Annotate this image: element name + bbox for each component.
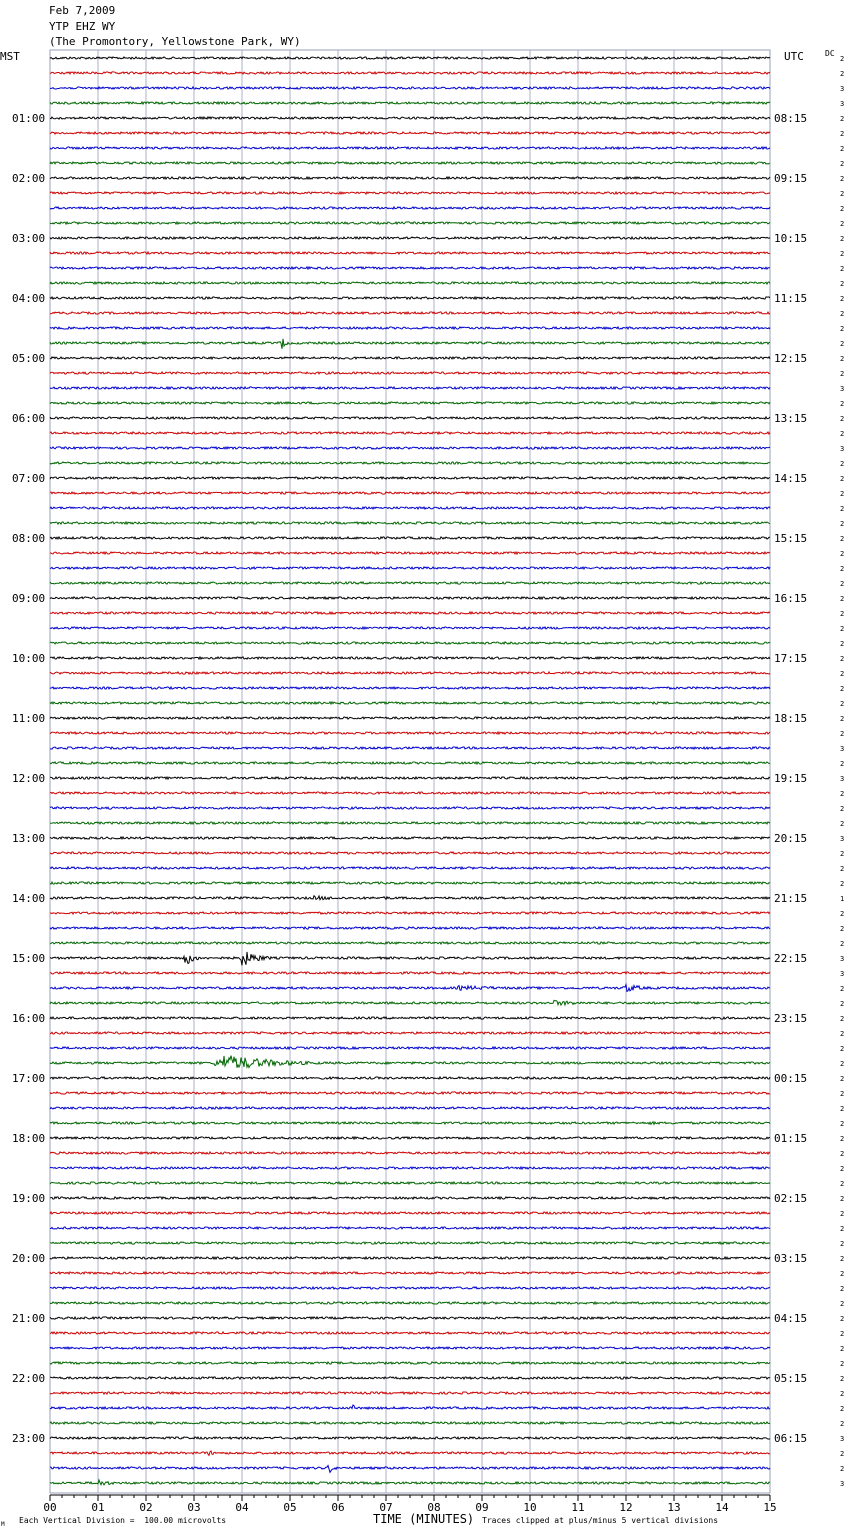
hour-label-utc: 15:15 — [774, 532, 808, 545]
seismic-trace-line — [50, 627, 770, 629]
x-tick-label: 15 — [763, 1501, 777, 1514]
hour-label-mst: 10:00 — [12, 652, 46, 665]
dc-offset-value: 2 — [840, 1255, 845, 1263]
x-tick-label: 10 — [523, 1501, 537, 1514]
seismic-trace-line — [50, 807, 770, 809]
seismic-trace-line — [50, 1257, 770, 1259]
seismic-trace-line — [50, 985, 770, 992]
seismic-trace-line — [50, 582, 770, 584]
seismic-trace-line — [50, 447, 770, 449]
seismic-trace-line — [50, 147, 770, 149]
hour-label-mst: 11:00 — [12, 712, 46, 725]
hour-label-utc: 23:15 — [774, 1012, 808, 1025]
dc-offset-value: 2 — [840, 700, 845, 708]
seismic-trace-line — [50, 837, 770, 839]
dc-offset-value: 2 — [840, 490, 845, 498]
seismic-trace-line — [50, 1167, 770, 1169]
hour-label-utc: 10:15 — [774, 232, 808, 245]
dc-offset-value: 2 — [840, 1225, 845, 1233]
dc-offset-value: 3 — [840, 85, 845, 93]
axis-labels — [0, 49, 844, 1528]
hour-label-mst: 18:00 — [12, 1132, 46, 1145]
time-axis — [50, 1495, 770, 1501]
seismic-trace-line — [50, 1107, 770, 1109]
hour-label-utc: 18:15 — [774, 712, 808, 725]
dc-offset-value: 2 — [840, 250, 845, 258]
seismic-trace-line — [50, 162, 770, 164]
dc-offset-value: 2 — [840, 715, 845, 723]
seismic-trace-line — [50, 1347, 770, 1349]
seismic-trace-line — [50, 687, 770, 689]
dc-offset-value: 2 — [840, 1060, 845, 1068]
hour-label-mst: 19:00 — [12, 1192, 46, 1205]
dc-offset-value: 2 — [840, 550, 845, 558]
x-tick-label: 03 — [187, 1501, 201, 1514]
dc-offset-value: 2 — [840, 1390, 845, 1398]
hour-label-utc: 03:15 — [774, 1252, 808, 1265]
seismic-trace-line — [50, 1212, 770, 1214]
seismic-traces — [50, 57, 770, 1485]
hour-label-utc: 05:15 — [774, 1372, 808, 1385]
dc-offset-value: 2 — [840, 940, 845, 948]
seismic-trace-line — [50, 1480, 770, 1485]
dc-offset-value: 2 — [840, 1150, 845, 1158]
dc-offset-value: 3 — [840, 835, 845, 843]
seismic-trace-line — [50, 1242, 770, 1244]
hour-label-mst: 05:00 — [12, 352, 46, 365]
hour-label-utc: 04:15 — [774, 1312, 808, 1325]
dc-offset-value: 2 — [840, 1375, 845, 1383]
dc-offset-value: 2 — [840, 1345, 845, 1353]
seismic-trace-line — [50, 432, 770, 434]
hour-label-mst: 14:00 — [12, 892, 46, 905]
hour-label-mst: 01:00 — [12, 112, 46, 125]
dc-offset-value: 2 — [840, 865, 845, 873]
dc-offset-value: 2 — [840, 1090, 845, 1098]
seismic-trace-line — [50, 852, 770, 854]
hour-label-utc: 06:15 — [774, 1432, 808, 1445]
station-code: YTP EHZ WY — [49, 20, 116, 33]
seismic-trace-line — [50, 1466, 770, 1473]
hour-label-mst: 07:00 — [12, 472, 46, 485]
seismic-trace-line — [50, 822, 770, 824]
seismic-trace-line — [50, 1405, 770, 1409]
seismic-trace-line — [50, 1302, 770, 1304]
seismic-trace-line — [50, 117, 770, 119]
dc-offset-value: 2 — [840, 1015, 845, 1023]
dc-offset-value: 2 — [840, 130, 845, 138]
seismic-trace-line — [50, 1332, 770, 1334]
seismic-trace-line — [50, 402, 770, 404]
seismic-trace-line — [50, 762, 770, 764]
dc-offset-value: 2 — [840, 520, 845, 528]
dc-offset-value: 2 — [840, 910, 845, 918]
dc-offset-value: 2 — [840, 1360, 845, 1368]
x-tick-label: 04 — [235, 1501, 249, 1514]
seismic-trace-line — [50, 1437, 770, 1439]
dc-offset-value: 3 — [840, 445, 845, 453]
seismic-trace-line — [50, 882, 770, 884]
seismic-trace-line — [50, 267, 770, 269]
seismic-trace-line — [50, 1056, 770, 1068]
seismic-trace-line — [50, 1287, 770, 1289]
seismic-trace-line — [50, 1092, 770, 1094]
hour-label-utc: 02:15 — [774, 1192, 808, 1205]
dc-offset-value: 2 — [840, 1270, 845, 1278]
seismic-trace-line — [50, 1227, 770, 1229]
dc-offset-value: 2 — [840, 295, 845, 303]
dc-offset-value: 2 — [840, 985, 845, 993]
dc-offset-value: 2 — [840, 1330, 845, 1338]
seismic-trace-line — [50, 1451, 770, 1455]
mst-axis-title: MST — [0, 50, 20, 63]
dc-offset-value: 2 — [840, 235, 845, 243]
seismic-trace-line — [50, 1152, 770, 1154]
seismic-trace-line — [50, 942, 770, 944]
dc-offset-value: 2 — [840, 580, 845, 588]
dc-offset-value: 2 — [840, 475, 845, 483]
seismic-trace-line — [50, 732, 770, 734]
dc-offset-value: 2 — [840, 145, 845, 153]
x-axis-label: TIME (MINUTES) — [373, 1512, 475, 1526]
hour-label-mst: 09:00 — [12, 592, 46, 605]
seismic-trace-line — [50, 462, 770, 464]
dc-offset-value: 2 — [840, 1315, 845, 1323]
dc-offset-value: 2 — [840, 670, 845, 678]
seismic-trace-line — [50, 1182, 770, 1184]
seismic-trace-line — [50, 417, 770, 419]
seismic-trace-line — [50, 657, 770, 659]
dc-offset-value: 2 — [840, 610, 845, 618]
hour-label-mst: 13:00 — [12, 832, 46, 845]
dc-offset-value: 2 — [840, 1180, 845, 1188]
dc-offset-value: 2 — [840, 1030, 845, 1038]
hour-label-utc: 11:15 — [774, 292, 808, 305]
x-tick-label: 13 — [667, 1501, 681, 1514]
seismic-trace-line — [50, 1137, 770, 1139]
corner-mark: M — [1, 1521, 5, 1528]
dc-offset-value: 2 — [840, 340, 845, 348]
seismic-trace-line — [50, 297, 770, 299]
hour-label-mst: 12:00 — [12, 772, 46, 785]
hour-label-utc: 13:15 — [774, 412, 808, 425]
dc-offset-value: 3 — [840, 1435, 845, 1443]
x-tick-label: 07 — [379, 1501, 393, 1514]
seismic-trace-line — [50, 717, 770, 719]
dc-offset-value: 2 — [840, 1450, 845, 1458]
hour-label-utc: 17:15 — [774, 652, 808, 665]
hour-label-mst: 04:00 — [12, 292, 46, 305]
dc-offset-value: 3 — [840, 775, 845, 783]
seismic-trace-line — [50, 252, 770, 254]
dc-offset-value: 2 — [840, 1285, 845, 1293]
dc-offset-value: 2 — [840, 1120, 845, 1128]
seismic-trace-line — [50, 237, 770, 239]
dc-offset-value: 2 — [840, 1405, 845, 1413]
seismic-trace-line — [50, 1197, 770, 1199]
seismic-trace-line — [50, 477, 770, 479]
seismic-trace-line — [50, 747, 770, 749]
seismic-trace-line — [50, 777, 770, 779]
dc-offset-value: 2 — [840, 55, 845, 63]
hour-label-mst: 08:00 — [12, 532, 46, 545]
vertical-scale-note: Each Vertical Division = 100.00 microvolts — [19, 1516, 227, 1525]
dc-offset-value: 2 — [840, 685, 845, 693]
seismic-trace-line — [50, 672, 770, 674]
seismic-trace-line — [50, 357, 770, 359]
hour-label-mst: 02:00 — [12, 172, 46, 185]
dc-offset-value: 2 — [840, 640, 845, 648]
dc-offset-value: 2 — [840, 1195, 845, 1203]
hour-label-utc: 22:15 — [774, 952, 808, 965]
dc-offset-value: 3 — [840, 970, 845, 978]
dc-offset-value: 2 — [840, 310, 845, 318]
dc-offset-value: 2 — [840, 595, 845, 603]
seismic-trace-line — [50, 1122, 770, 1125]
x-tick-label: 09 — [475, 1501, 489, 1514]
hour-label-mst: 15:00 — [12, 952, 46, 965]
dc-offset-value: 2 — [840, 850, 845, 858]
dc-offset-value: 2 — [840, 1210, 845, 1218]
dc-offset-value: 3 — [840, 100, 845, 108]
dc-offset-value: 2 — [840, 430, 845, 438]
dc-offset-value: 2 — [840, 205, 845, 213]
x-tick-label: 01 — [91, 1501, 105, 1514]
seismic-trace-line — [50, 222, 770, 224]
dc-offset-value: 2 — [840, 1465, 845, 1473]
dc-offset-value: 2 — [840, 925, 845, 933]
seismic-trace-line — [50, 327, 770, 329]
seismic-trace-line — [50, 312, 770, 314]
seismic-trace-line — [50, 537, 770, 539]
dc-offset-value: 2 — [840, 1045, 845, 1053]
dc-offset-value: 3 — [840, 1480, 845, 1488]
hour-label-utc: 14:15 — [774, 472, 808, 485]
seismic-trace-line — [50, 1000, 770, 1005]
seismic-trace-line — [50, 372, 770, 374]
seismic-trace-line — [50, 1272, 770, 1274]
dc-offset-value: 2 — [840, 730, 845, 738]
seismic-trace-line — [50, 1032, 770, 1034]
hour-label-utc: 08:15 — [774, 112, 808, 125]
seismic-trace-line — [50, 552, 770, 554]
plot-date: Feb 7,2009 — [49, 4, 116, 17]
clip-note: Traces clipped at plus/minus 5 vertical divisions — [482, 1516, 719, 1525]
seismic-trace-line — [50, 952, 770, 965]
hour-label-mst: 22:00 — [12, 1372, 46, 1385]
minute-grid — [50, 50, 770, 1493]
hour-label-mst: 17:00 — [12, 1072, 46, 1085]
seismic-trace-line — [50, 912, 770, 914]
hour-label-utc: 20:15 — [774, 832, 808, 845]
seismic-trace-line — [50, 72, 770, 74]
dc-offset-value: 3 — [840, 745, 845, 753]
seismic-trace-line — [50, 1362, 770, 1364]
dc-offset-value: 2 — [840, 805, 845, 813]
dc-offset-value: 2 — [840, 535, 845, 543]
seismic-trace-line — [50, 132, 770, 134]
hour-label-utc: 19:15 — [774, 772, 808, 785]
dc-offset-value: 2 — [840, 505, 845, 513]
dc-offset-value: 2 — [840, 70, 845, 78]
dc-offset-value: 2 — [840, 1300, 845, 1308]
dc-offset-value: 2 — [840, 565, 845, 573]
dc-offset-value: 2 — [840, 355, 845, 363]
seismic-trace-line — [50, 1392, 770, 1394]
seismic-trace-line — [50, 642, 770, 644]
hour-label-mst: 20:00 — [12, 1252, 46, 1265]
seismic-trace-line — [50, 177, 770, 179]
dc-offset-value: 2 — [840, 820, 845, 828]
hour-label-utc: 09:15 — [774, 172, 808, 185]
seismic-trace-line — [50, 612, 770, 614]
dc-offset-value: 2 — [840, 655, 845, 663]
hour-label-utc: 21:15 — [774, 892, 808, 905]
seismic-trace-line — [50, 1047, 770, 1049]
x-tick-label: 05 — [283, 1501, 297, 1514]
dc-offset-value: 2 — [840, 160, 845, 168]
seismic-trace-line — [50, 867, 770, 869]
dc-offset-value: 2 — [840, 1000, 845, 1008]
dc-offset-value: 2 — [840, 790, 845, 798]
utc-axis-title: UTC — [784, 50, 804, 63]
seismic-trace-line — [50, 1317, 770, 1319]
dc-offset-value: 1 — [840, 895, 845, 903]
dc-offset-value: 2 — [840, 115, 845, 123]
seismic-trace-line — [50, 702, 770, 704]
dc-offset-value: 2 — [840, 280, 845, 288]
seismic-trace-line — [50, 1017, 770, 1019]
dc-offset-value: 2 — [840, 370, 845, 378]
dc-offset-value: 2 — [840, 625, 845, 633]
seismic-trace-line — [50, 102, 770, 104]
seismic-trace-line — [50, 387, 770, 389]
seismic-trace-line — [50, 896, 770, 900]
dc-offset-value: 2 — [840, 190, 845, 198]
dc-offset-value: 2 — [840, 880, 845, 888]
hour-label-mst: 23:00 — [12, 1432, 46, 1445]
seismic-trace-line — [50, 597, 770, 599]
x-tick-label: 00 — [43, 1501, 57, 1514]
hour-label-mst: 06:00 — [12, 412, 46, 425]
dc-offset-value: 2 — [840, 325, 845, 333]
x-tick-label: 08 — [427, 1501, 441, 1514]
hour-label-mst: 16:00 — [12, 1012, 46, 1025]
x-tick-label: 11 — [571, 1501, 585, 1514]
dc-offset-value: 2 — [840, 175, 845, 183]
dc-offset-value: 2 — [840, 1075, 845, 1083]
seismic-trace-line — [50, 507, 770, 509]
seismic-trace-line — [50, 492, 770, 494]
seismic-trace-line — [50, 972, 770, 974]
x-tick-label: 06 — [331, 1501, 345, 1514]
x-tick-label: 02 — [139, 1501, 153, 1514]
seismic-trace-line — [50, 1377, 770, 1379]
dc-offset-value: 2 — [840, 1135, 845, 1143]
dc-offset-value: 2 — [840, 460, 845, 468]
seismic-trace-line — [50, 927, 770, 929]
hour-label-utc: 00:15 — [774, 1072, 808, 1085]
x-tick-label: 14 — [715, 1501, 729, 1514]
dc-offset-value: 2 — [840, 1420, 845, 1428]
seismic-trace-line — [50, 1077, 770, 1079]
seismic-trace-line — [50, 282, 770, 284]
seismic-trace-line — [50, 792, 770, 794]
dc-offset-title: DC — [825, 49, 835, 58]
seismic-trace-line — [50, 192, 770, 194]
dc-offset-value: 2 — [840, 1240, 845, 1248]
hour-label-utc: 12:15 — [774, 352, 808, 365]
hour-label-utc: 16:15 — [774, 592, 808, 605]
dc-offset-value: 3 — [840, 955, 845, 963]
hour-label-utc: 01:15 — [774, 1132, 808, 1145]
dc-offset-value: 2 — [840, 1165, 845, 1173]
dc-offset-value: 2 — [840, 1105, 845, 1113]
plot-frame — [50, 50, 770, 1493]
seismic-trace-line — [50, 207, 770, 209]
seismic-trace-line — [50, 87, 770, 89]
dc-offset-value: 2 — [840, 265, 845, 273]
hour-label-mst: 03:00 — [12, 232, 46, 245]
station-location: (The Promontory, Yellowstone Park, WY) — [49, 35, 301, 48]
seismic-trace-line — [50, 567, 770, 569]
dc-offset-value: 2 — [840, 220, 845, 228]
hour-label-mst: 21:00 — [12, 1312, 46, 1325]
seismic-trace-line — [50, 339, 770, 349]
seismic-trace-line — [50, 57, 770, 59]
x-tick-label: 12 — [619, 1501, 633, 1514]
dc-offset-value: 2 — [840, 760, 845, 768]
dc-offset-value: 2 — [840, 415, 845, 423]
seismic-trace-line — [50, 1422, 770, 1424]
dc-offset-value: 3 — [840, 385, 845, 393]
dc-offset-value: 2 — [840, 400, 845, 408]
seismic-trace-line — [50, 522, 770, 524]
